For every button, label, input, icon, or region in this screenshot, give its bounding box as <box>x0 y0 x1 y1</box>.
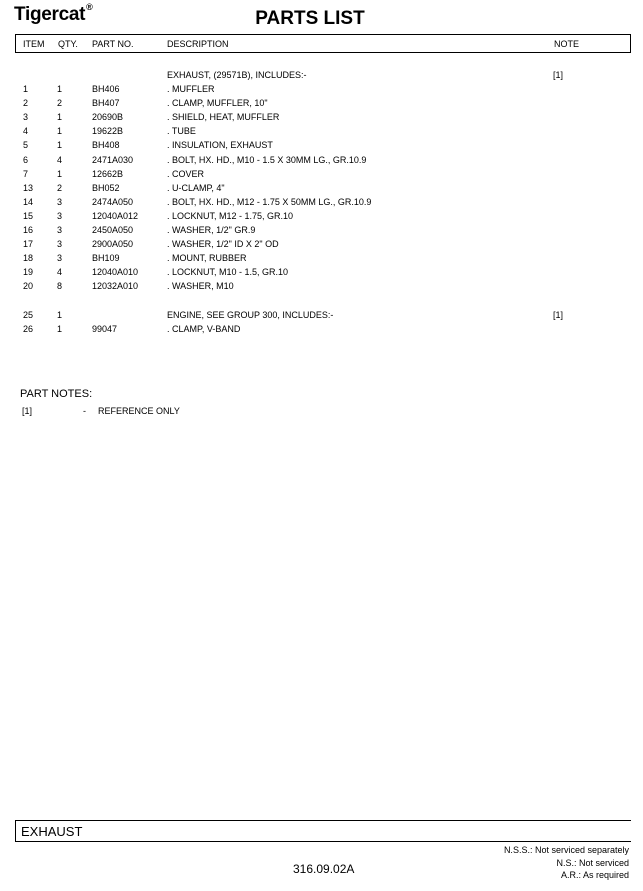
row-description: . WASHER, 1/2" ID X 2" OD <box>167 239 279 250</box>
row-qty: 8 <box>57 281 63 292</box>
row-description: . SHIELD, HEAT, MUFFLER <box>167 112 280 123</box>
row-item: 20 <box>23 281 34 292</box>
row-part-no: 99047 <box>92 323 118 334</box>
row-qty: 1 <box>57 309 63 320</box>
row-part-no: BH406 <box>92 84 120 95</box>
row-qty: 2 <box>57 98 63 109</box>
row-description: . CLAMP, V-BAND <box>167 323 241 334</box>
row-part-no: 2900A050 <box>92 239 134 250</box>
section-title: EXHAUST <box>21 824 83 839</box>
legend-nss: N.S.S.: Not serviced separately <box>503 845 629 855</box>
column-header-part-no: PART NO. <box>92 39 134 49</box>
row-qty: 1 <box>57 112 63 123</box>
row-item: 7 <box>23 168 29 179</box>
legend-ar: A.R.: As required <box>560 870 629 880</box>
table-row <box>15 183 631 197</box>
table-row <box>15 70 631 84</box>
row-item: 6 <box>23 154 29 165</box>
row-part-no: 12662B <box>92 168 124 179</box>
row-part-no: 19622B <box>92 126 124 137</box>
row-item: 15 <box>23 210 34 221</box>
row-description: . COVER <box>167 168 205 179</box>
row-description: EXHAUST, (29571B), INCLUDES:- <box>167 70 307 80</box>
row-part-no: 12040A010 <box>92 267 139 278</box>
row-description: ENGINE, SEE GROUP 300, INCLUDES:- <box>167 309 334 320</box>
row-qty: 1 <box>57 126 63 137</box>
row-item: 3 <box>23 112 29 123</box>
row-description: . LOCKNUT, M10 - 1.5, GR.10 <box>167 267 289 278</box>
row-item: 2 <box>23 98 29 109</box>
table-row <box>15 155 631 169</box>
legend-ns: N.S.: Not serviced <box>556 857 629 868</box>
table-row <box>15 211 631 225</box>
row-qty: 4 <box>57 267 63 278</box>
row-item: 4 <box>23 126 29 137</box>
page-title: PARTS LIST <box>255 8 365 29</box>
table-row <box>15 296 631 310</box>
table-row <box>15 267 631 281</box>
row-part-no: 12040A012 <box>92 210 139 221</box>
row-description: . WASHER, M10 <box>167 281 234 292</box>
column-header-item: ITEM <box>23 39 45 49</box>
service-legend <box>504 844 629 882</box>
row-note: [1] <box>553 70 564 80</box>
row-description: . MUFFLER <box>167 84 215 95</box>
page-number: 316.09.02A <box>293 862 355 876</box>
row-item: 26 <box>23 323 34 334</box>
row-description: . U-CLAMP, 4" <box>167 182 225 193</box>
table-row <box>15 324 631 338</box>
part-note-ref: [1] <box>22 406 33 416</box>
registered-mark: ® <box>86 1 93 12</box>
row-part-no: BH052 <box>92 182 120 193</box>
part-notes-title: PART NOTES: <box>20 388 93 400</box>
row-part-no: BH408 <box>92 140 120 151</box>
column-header-bar <box>15 34 631 53</box>
row-part-no: 2450A050 <box>92 225 134 236</box>
row-note: [1] <box>553 309 564 320</box>
row-qty: 3 <box>57 196 63 207</box>
row-item: 25 <box>23 309 34 320</box>
row-description: . WASHER, 1/2" GR.9 <box>167 225 256 236</box>
table-row <box>15 310 631 324</box>
row-item: 14 <box>23 196 34 207</box>
row-part-no: BH407 <box>92 98 120 109</box>
table-row <box>15 126 631 140</box>
table-row <box>15 169 631 183</box>
table-row <box>15 197 631 211</box>
row-item: 13 <box>23 182 34 193</box>
row-qty: 3 <box>57 210 63 221</box>
row-item: 1 <box>23 84 29 95</box>
row-description: . BOLT, HX. HD., M12 - 1.75 X 50MM LG., GR.10.9 <box>167 196 372 207</box>
row-qty: 3 <box>57 253 63 264</box>
row-item: 16 <box>23 225 34 236</box>
row-part-no: 20690B <box>92 112 124 123</box>
table-row <box>15 239 631 253</box>
table-row <box>15 84 631 98</box>
part-note-text: REFERENCE ONLY <box>98 406 180 416</box>
table-row <box>15 253 631 267</box>
table-row <box>15 225 631 239</box>
row-description: . LOCKNUT, M12 - 1.75, GR.10 <box>167 210 294 221</box>
row-part-no: BH109 <box>92 253 120 264</box>
row-description: . INSULATION, EXHAUST <box>167 140 273 151</box>
row-part-no: 2474A050 <box>92 196 134 207</box>
row-qty: 1 <box>57 140 63 151</box>
row-qty: 3 <box>57 225 63 236</box>
row-qty: 1 <box>57 168 63 179</box>
row-qty: 4 <box>57 154 63 165</box>
row-qty: 1 <box>57 84 63 95</box>
row-item: 17 <box>23 239 34 250</box>
column-header-qty: QTY. <box>58 39 78 49</box>
row-description: . MOUNT, RUBBER <box>167 253 247 264</box>
table-row <box>15 281 631 295</box>
row-qty: 1 <box>57 323 63 334</box>
row-qty: 3 <box>57 239 63 250</box>
row-item: 19 <box>23 267 34 278</box>
row-item: 18 <box>23 253 34 264</box>
brand-name: Tigercat <box>14 4 86 25</box>
row-item: 5 <box>23 140 29 151</box>
section-footer-bar <box>15 820 631 842</box>
parts-table <box>15 70 631 338</box>
part-note-dash: - <box>83 406 86 416</box>
row-description: . BOLT, HX. HD., M10 - 1.5 X 30MM LG., GR.10.9 <box>167 154 367 165</box>
column-header-note: NOTE <box>554 39 580 49</box>
row-part-no: 12032A010 <box>92 281 139 292</box>
row-description: . TUBE <box>167 126 196 137</box>
column-header-description: DESCRIPTION <box>167 39 229 49</box>
row-description: . CLAMP, MUFFLER, 10" <box>167 98 268 109</box>
table-row <box>15 98 631 112</box>
table-row <box>15 112 631 126</box>
row-qty: 2 <box>57 182 63 193</box>
table-row <box>15 140 631 154</box>
row-part-no: 2471A030 <box>92 154 134 165</box>
